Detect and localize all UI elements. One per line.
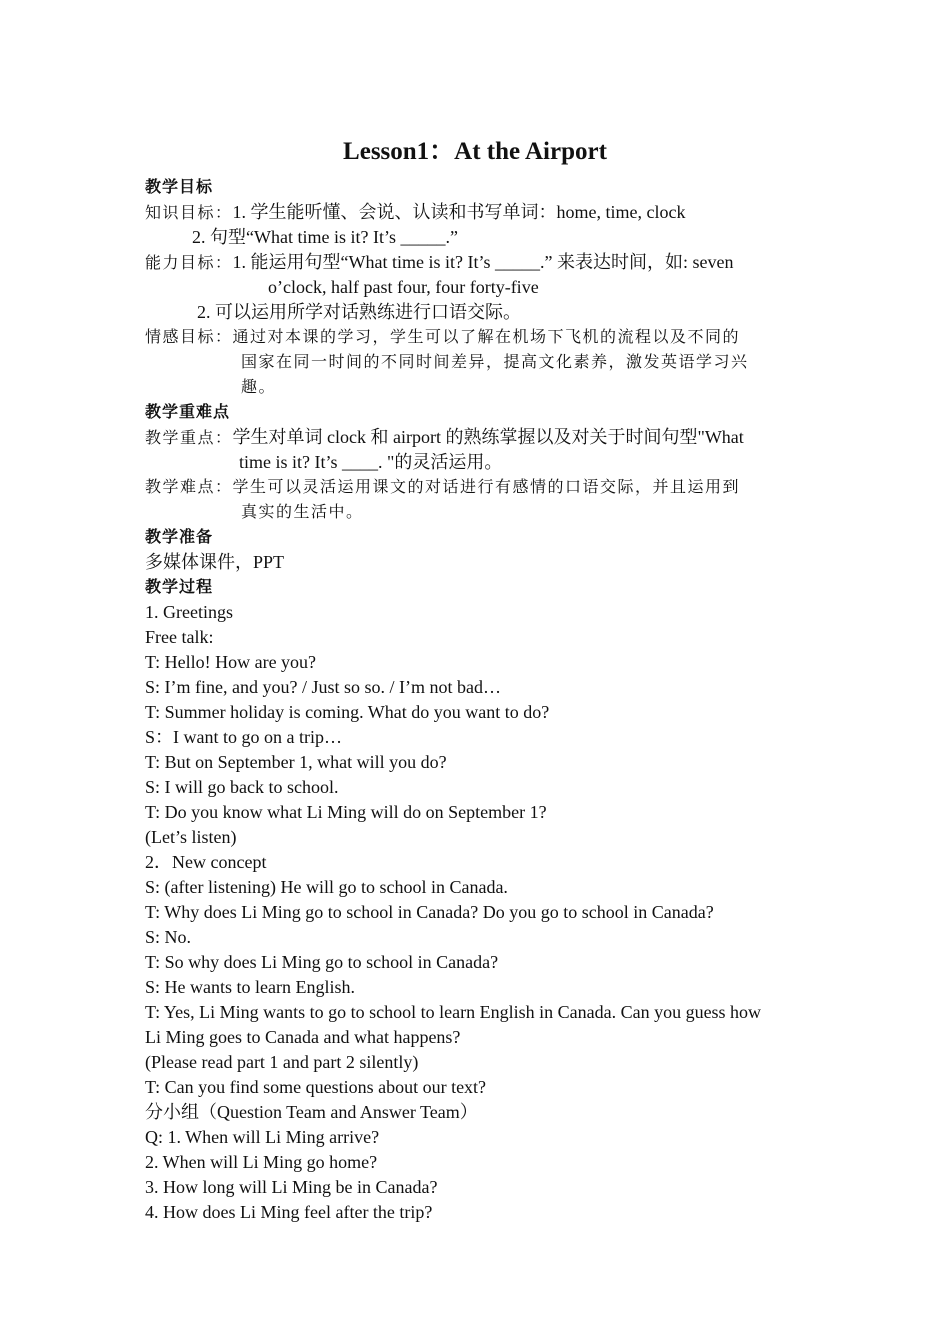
process-line: (Please read part 1 and part 2 silently) (145, 1052, 419, 1072)
process-line: S: No. (145, 927, 192, 947)
emotion-text-b: 国家在同一时间的不同时间差异，提高文化素养，激发英语学习兴 (241, 352, 749, 371)
ability-line-1 (145, 251, 733, 274)
ability-item-2: 2. 可以运用所学对话熟练进行口语交际。 (197, 302, 521, 322)
process-heading: 教学过程 (145, 577, 214, 596)
process-line: S: (after listening) He will go to school in Canada. (145, 877, 508, 897)
preparation-text: 多媒体课件，PPT (145, 552, 285, 572)
process-line: T: Do you know what Li Ming will do on September 1? (145, 802, 547, 822)
process-line: 分小组（Question Team and Answer Team） (145, 1102, 478, 1122)
process-line: 2．New concept (145, 852, 267, 872)
process-line: 4. How does Li Ming feel after the trip? (145, 1202, 433, 1222)
process-line: T: Hello! How are you? (145, 652, 317, 672)
difficulty-line-1 (145, 476, 740, 498)
focus-label: 教学重点： (145, 428, 233, 447)
process-line: Free talk: (145, 627, 214, 647)
lesson-title: Lesson1：At the Airport (343, 138, 607, 165)
focus-line-1 (145, 426, 744, 449)
process-line: 2. When will Li Ming go home? (145, 1152, 378, 1172)
emotion-text-c: 趣。 (241, 377, 277, 396)
objectives-heading: 教学目标 (145, 177, 214, 196)
emotion-text-a: 通过对本课的学习，学生可以了解在机场下飞机的流程以及不同的 (232, 327, 741, 346)
process-line: Q: 1. When will Li Ming arrive? (145, 1127, 380, 1147)
difficulty-label: 教学难点： (145, 477, 233, 496)
preparation-heading: 教学准备 (145, 527, 214, 546)
process-line: T: Summer holiday is coming. What do you want to do? (145, 702, 550, 722)
process-line: T: So why does Li Ming go to school in Canada? (145, 952, 499, 972)
ability-item-1b: o’clock, half past four, four forty-five (268, 277, 539, 297)
knowledge-item-2: 2. 句型“What time is it? It’s _____.” (192, 227, 458, 247)
knowledge-item-1: 1. 学生能听懂、会说、认读和书写单词：home, time, clock (232, 202, 686, 222)
key-points-heading: 教学重难点 (145, 402, 231, 421)
difficulty-text-a: 学生可以灵活运用课文的对话进行有感情的口语交际，并且运用到 (232, 477, 741, 496)
process-line: Li Ming goes to Canada and what happens? (145, 1027, 461, 1047)
process-line: S: He wants to learn English. (145, 977, 355, 997)
process-line: T: Can you find some questions about our text? (145, 1077, 487, 1097)
ability-label: 能力目标： (145, 253, 233, 272)
focus-text-b: time is it? It’s ____. "的灵活运用。 (239, 452, 503, 472)
knowledge-label: 知识目标： (145, 203, 233, 222)
emotion-label: 情感目标： (145, 327, 233, 346)
difficulty-text-b: 真实的生活中。 (241, 502, 364, 521)
emotion-line-1 (145, 326, 740, 348)
process-line: T: But on September 1, what will you do? (145, 752, 447, 772)
process-line: (Let’s listen) (145, 827, 237, 847)
process-line: T: Why does Li Ming go to school in Canada? Do you go to school in Canada? (145, 902, 714, 922)
process-line: S: I’m fine, and you? / Just so so. / I’m not bad… (145, 677, 501, 697)
process-line: S：I want to go on a trip… (145, 727, 342, 747)
process-line: 3. How long will Li Ming be in Canada? (145, 1177, 438, 1197)
process-line: S: I will go back to school. (145, 777, 339, 797)
process-line: T: Yes, Li Ming wants to go to school to learn English in Canada. Can you guess how (145, 1002, 762, 1022)
process-line: 1. Greetings (145, 602, 233, 622)
focus-text-a: 学生对单词 clock 和 airport 的熟练掌握以及对关于时间句型"What (232, 427, 744, 447)
knowledge-line-1 (145, 201, 685, 224)
ability-item-1a: 1. 能运用句型“What time is it? It’s _____.” 来表达时间，如: seven (232, 252, 734, 272)
